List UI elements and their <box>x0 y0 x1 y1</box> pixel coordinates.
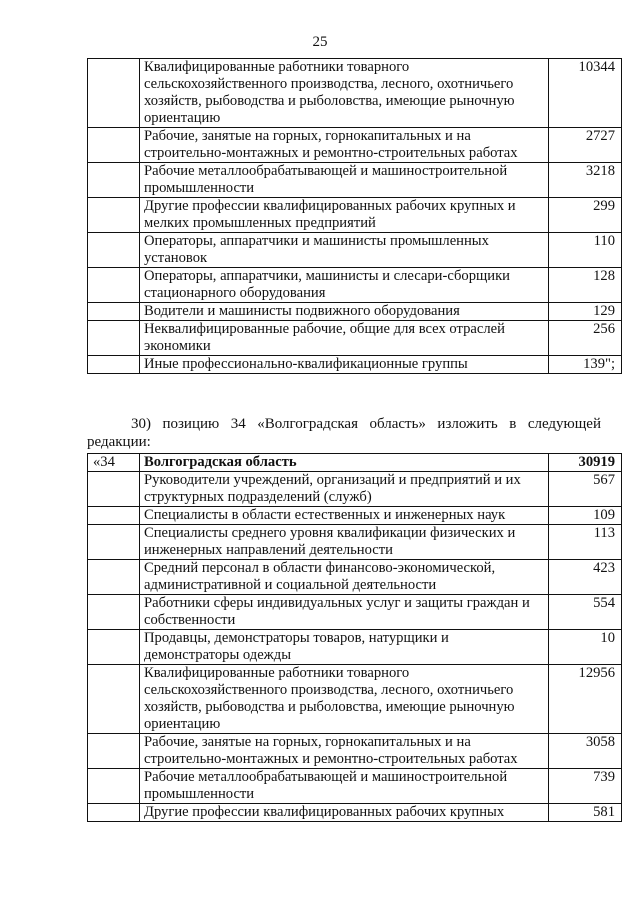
table-row <box>88 454 622 472</box>
table-row <box>88 507 622 525</box>
row-code <box>88 128 140 163</box>
row-code <box>88 665 140 734</box>
row-value: 10344 <box>549 59 622 128</box>
table-row <box>88 356 622 374</box>
row-code <box>88 321 140 356</box>
row-code <box>88 268 140 303</box>
row-label: Операторы, аппаратчики, машинисты и слесари-сборщики стационарного оборудования <box>140 268 549 303</box>
table-row <box>88 128 622 163</box>
row-value: 128 <box>549 268 622 303</box>
row-value: 110 <box>549 233 622 268</box>
table-row <box>88 630 622 665</box>
row-value: 139"; <box>549 356 622 374</box>
table2-body <box>88 454 622 822</box>
row-value: 581 <box>549 804 622 822</box>
row-label: Работники сферы индивидуальных услуг и защиты граждан и собственности <box>140 595 549 630</box>
row-label: Другие профессии квалифицированных рабочих крупных и мелких промышленных предприятий <box>140 198 549 233</box>
row-value: 3218 <box>549 163 622 198</box>
table-row <box>88 560 622 595</box>
row-value: 12956 <box>549 665 622 734</box>
row-label: Руководители учреждений, организаций и предприятий и их структурных подразделений (служб) <box>140 472 549 507</box>
row-code <box>88 507 140 525</box>
row-label: Другие профессии квалифицированных рабочих крупных <box>140 804 549 822</box>
row-code <box>88 525 140 560</box>
row-code <box>88 59 140 128</box>
row-code <box>88 560 140 595</box>
row-code <box>88 163 140 198</box>
row-label: Рабочие, занятые на горных, горнокапитальных и на строительно-монтажных и ремонтно-строительных работах <box>140 128 549 163</box>
row-label: Неквалифицированные рабочие, общие для всех отраслей экономики <box>140 321 549 356</box>
row-value: 256 <box>549 321 622 356</box>
table-row <box>88 163 622 198</box>
row-code: «34 <box>88 454 140 472</box>
table-row <box>88 595 622 630</box>
row-code <box>88 356 140 374</box>
row-code <box>88 595 140 630</box>
row-value: 554 <box>549 595 622 630</box>
table-row <box>88 665 622 734</box>
amendment-instruction: 30) позицию 34 «Волгоградская область» изложить в следующей редакции: <box>87 416 601 450</box>
row-value: 423 <box>549 560 622 595</box>
row-label: Квалифицированные работники товарного сельскохозяйственного производства, лесного, охотничьего хозяйств, рыбоводства и рыболовства, имеющие рыночную ориентацию <box>140 665 549 734</box>
row-code <box>88 472 140 507</box>
row-value: 2727 <box>549 128 622 163</box>
row-code <box>88 804 140 822</box>
row-label: Специалисты среднего уровня квалификации физических и инженерных направлений деятельности <box>140 525 549 560</box>
row-label: Рабочие металлообрабатывающей и машиностроительной промышленности <box>140 163 549 198</box>
row-value: 129 <box>549 303 622 321</box>
row-label: Иные профессионально-квалификационные группы <box>140 356 549 374</box>
table-row <box>88 268 622 303</box>
table-row <box>88 525 622 560</box>
row-label: Квалифицированные работники товарного сельскохозяйственного производства, лесного, охотничьего хозяйств, рыбоводства и рыболовства, имеющие рыночную ориентацию <box>140 59 549 128</box>
row-label: Рабочие металлообрабатывающей и машиностроительной промышленности <box>140 769 549 804</box>
row-value: 30919 <box>549 454 622 472</box>
row-label: Средний персонал в области финансово-экономической, административной и социальной деятельности <box>140 560 549 595</box>
table-row <box>88 734 622 769</box>
row-value: 10 <box>549 630 622 665</box>
occupation-table-continued <box>87 58 622 374</box>
row-label: Рабочие, занятые на горных, горнокапитальных и на строительно-монтажных и ремонтно-строительных работах <box>140 734 549 769</box>
row-value: 299 <box>549 198 622 233</box>
row-code <box>88 769 140 804</box>
row-label: Продавцы, демонстраторы товаров, натурщики и демонстраторы одежды <box>140 630 549 665</box>
table-row <box>88 769 622 804</box>
row-code <box>88 198 140 233</box>
row-value: 3058 <box>549 734 622 769</box>
row-value: 567 <box>549 472 622 507</box>
table-row <box>88 321 622 356</box>
row-label: Волгоградская область <box>140 454 549 472</box>
row-code <box>88 303 140 321</box>
table-row <box>88 233 622 268</box>
row-label: Операторы, аппаратчики и машинисты промышленных установок <box>140 233 549 268</box>
table-row <box>88 303 622 321</box>
table-row <box>88 198 622 233</box>
row-value: 109 <box>549 507 622 525</box>
page-number: 25 <box>312 34 328 50</box>
volgograd-occupation-table <box>87 453 622 822</box>
table-row <box>88 472 622 507</box>
table-row <box>88 59 622 128</box>
row-value: 113 <box>549 525 622 560</box>
table1-body <box>88 59 622 374</box>
row-label: Специалисты в области естественных и инженерных наук <box>140 507 549 525</box>
row-code <box>88 233 140 268</box>
row-code <box>88 630 140 665</box>
row-label: Водители и машинисты подвижного оборудования <box>140 303 549 321</box>
row-value: 739 <box>549 769 622 804</box>
table-row <box>88 804 622 822</box>
row-code <box>88 734 140 769</box>
